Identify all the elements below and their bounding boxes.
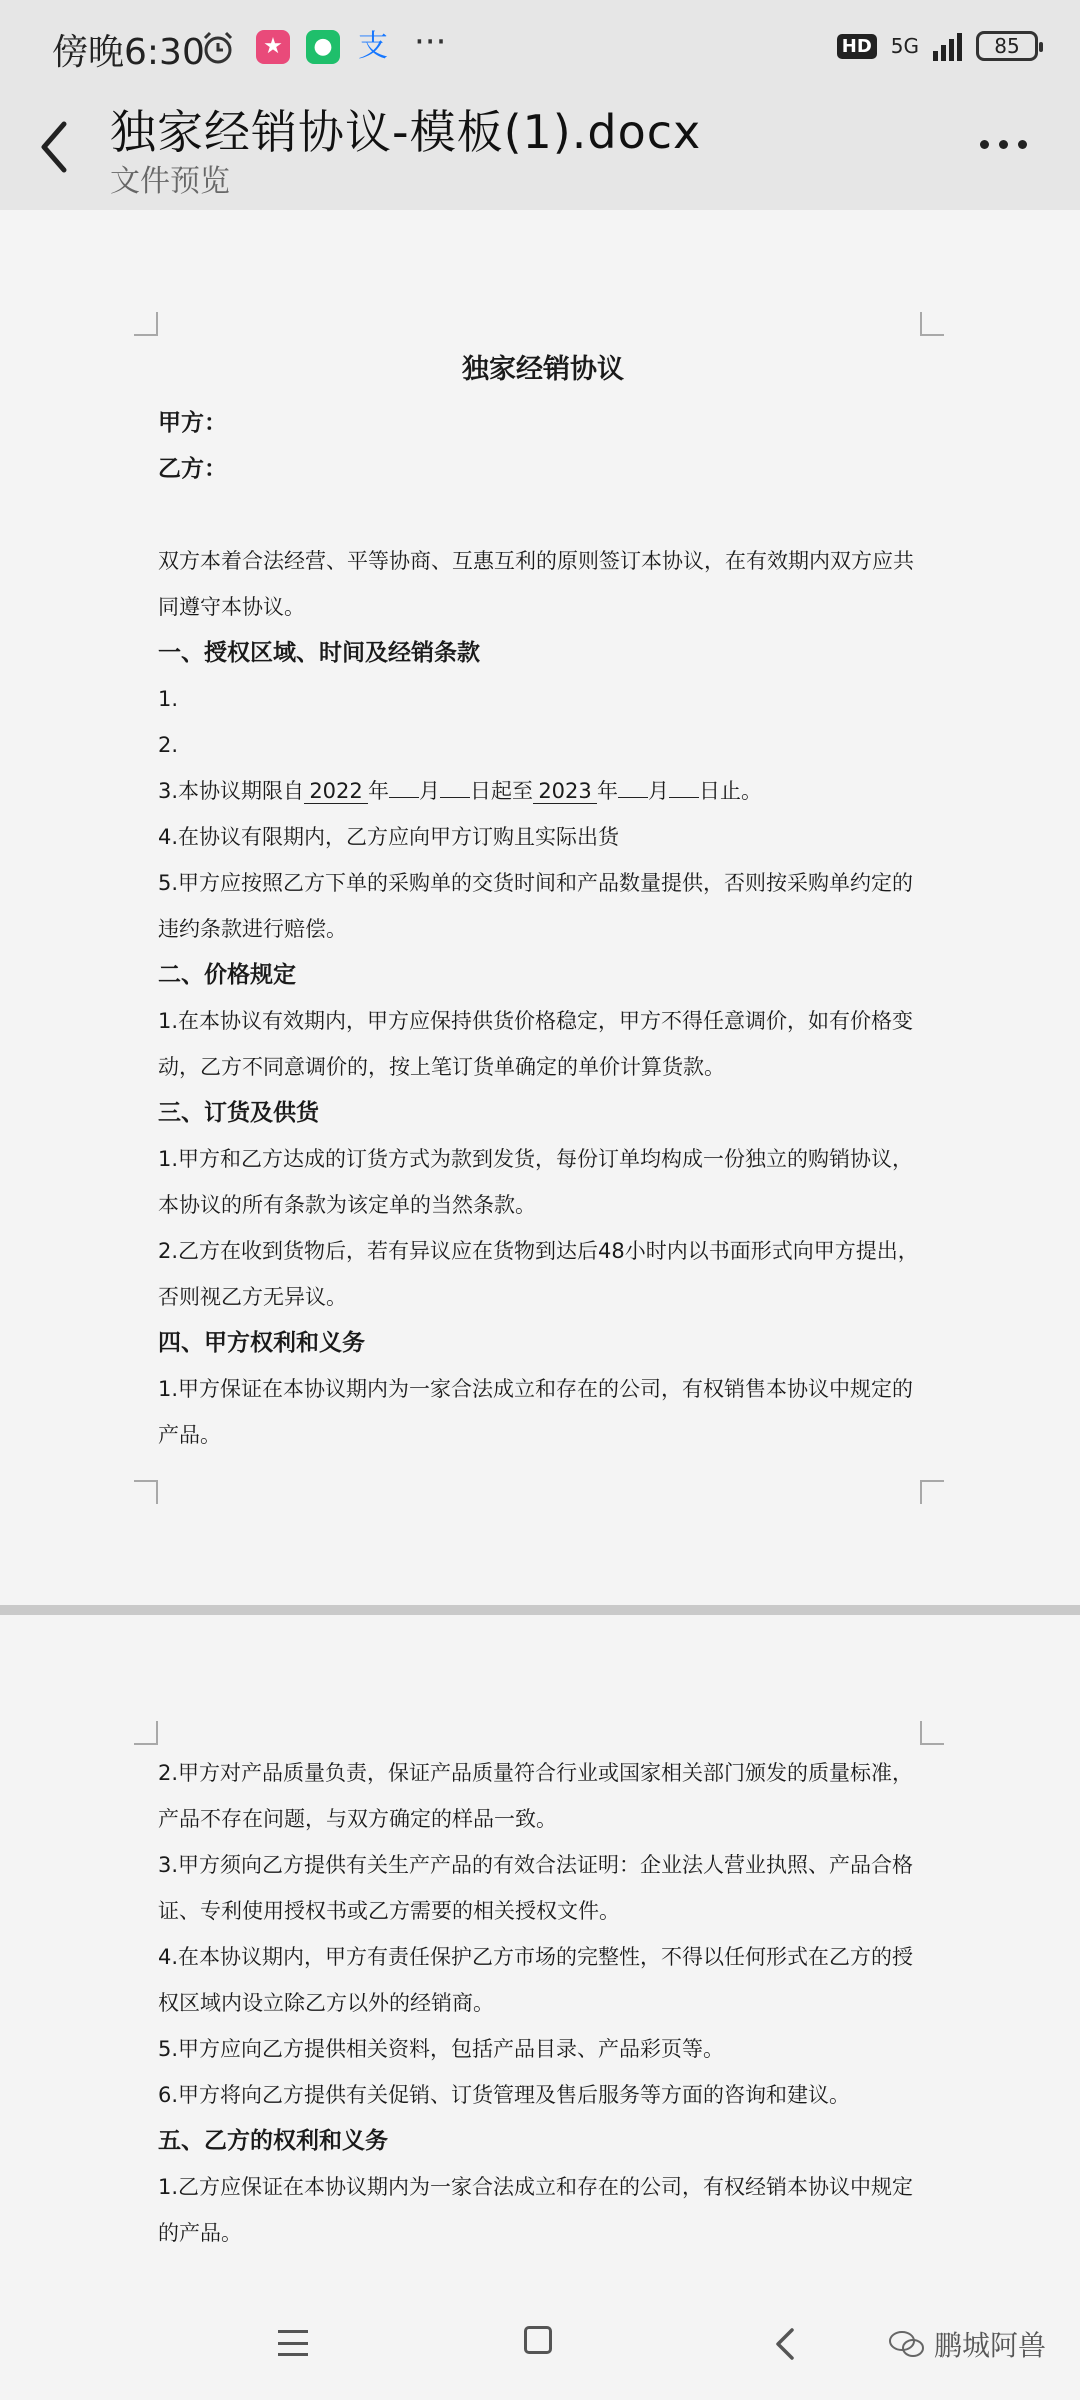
more-options-icon[interactable]: [980, 132, 1040, 156]
paragraph-line: 证、专利使用授权书或乙方需要的相关授权文件。: [158, 1899, 620, 1923]
watermark: [888, 2324, 1046, 2364]
document-page-1[interactable]: [0, 210, 1080, 1605]
party-b-label: 乙方：: [158, 456, 227, 482]
paragraph-line: 1.甲方和乙方达成的订货方式为款到发货，每份订单均构成一份独立的购销协议，: [158, 1147, 914, 1171]
paragraph-line: 权区域内设立除乙方以外的经销商。: [158, 1991, 494, 2015]
page-corner-mark: [134, 1721, 158, 1745]
page-corner-mark: [920, 1480, 944, 1504]
blank-field: [618, 797, 648, 798]
section-heading: 五、乙方的权利和义务: [158, 2128, 388, 2154]
blank-field: [440, 797, 470, 798]
term-text: 3.本协议期限自: [158, 779, 305, 803]
paragraph-line: 双方本着合法经营、平等协商、互惠互利的原则签订本协议，在有效期内双方应共: [158, 549, 914, 573]
blank-field: [669, 797, 699, 798]
app-notification-icon-2: ●: [306, 30, 340, 64]
section-heading: 一、授权区域、时间及经销条款: [158, 640, 480, 666]
paragraph-line: 6.甲方将向乙方提供有关促销、订货管理及售后服务等方面的咨询和建议。: [158, 2083, 851, 2107]
paragraph-line: 违约条款进行赔偿。: [158, 917, 347, 941]
paragraph-line: 1.甲方保证在本协议期内为一家合法成立和存在的公司，有权销售本协议中规定的: [158, 1377, 914, 1401]
start-year: 2022: [304, 779, 368, 804]
file-subtitle: 文件预览: [110, 164, 230, 199]
blank-line: [158, 492, 928, 538]
term-text: 月: [419, 779, 441, 803]
home-icon[interactable]: [524, 2326, 552, 2354]
document-title: 独家经销协议: [462, 354, 624, 385]
wechat-icon: [888, 2329, 926, 2359]
file-title: 独家经销协议-模板(1).docx: [110, 105, 702, 159]
section-heading: 三、订货及供货: [158, 1100, 319, 1126]
back-arrow-icon[interactable]: [30, 112, 80, 182]
blank-field: [389, 797, 419, 798]
more-notifications-icon: ···: [414, 22, 447, 62]
page-corner-mark: [920, 1721, 944, 1745]
document-body-continued: [158, 1750, 928, 2256]
paragraph-line: 2.乙方在收到货物后，若有异议应在货物到达后48小时内以书面形式向甲方提出，: [158, 1239, 919, 1263]
term-text: 月: [648, 779, 670, 803]
term-text: 日止。: [699, 779, 763, 803]
paragraph-line: 的产品。: [158, 2221, 242, 2245]
term-text: 日起至: [470, 779, 534, 803]
paragraph-line: 产品不存在问题，与双方确定的样品一致。: [158, 1807, 557, 1831]
page-corner-mark: [134, 1480, 158, 1504]
watermark-text: 鹏城阿兽: [933, 2329, 1046, 2362]
section-heading: 四、甲方权利和义务: [158, 1330, 365, 1356]
paragraph-line: 本协议的所有条款为该定单的当然条款。: [158, 1193, 536, 1217]
recent-apps-icon[interactable]: [278, 2330, 308, 2356]
paragraph-line: 2.甲方对产品质量负责，保证产品质量符合行业或国家相关部门颁发的质量标准，: [158, 1761, 914, 1785]
app-notification-icon-1: ★: [256, 30, 290, 64]
alipay-icon: 支: [358, 29, 388, 64]
party-a-label: 甲方：: [158, 410, 227, 436]
status-time: 傍晚6:30: [52, 32, 205, 73]
section-heading: 二、价格规定: [158, 962, 296, 988]
paragraph-line: 5.甲方应向乙方提供相关资料，包括产品目录、产品彩页等。: [158, 2037, 725, 2061]
battery-icon: 85: [976, 31, 1038, 61]
paragraph-line: 动，乙方不同意调价的，按上笔订货单确定的单价计算货款。: [158, 1055, 725, 1079]
signal-icon: [933, 31, 962, 61]
paragraph-line: 1.: [158, 687, 179, 711]
paragraph-line: 4.在本协议期内，甲方有责任保护乙方市场的完整性，不得以任何形式在乙方的授: [158, 1945, 914, 1969]
app-bar: [0, 92, 1080, 210]
term-text: 年: [368, 779, 390, 803]
term-text: 年: [597, 779, 619, 803]
paragraph-line: 2.: [158, 733, 179, 757]
alarm-icon: [200, 30, 236, 66]
paragraph-line: 同遵守本协议。: [158, 595, 305, 619]
document-body: [158, 340, 928, 1458]
document-page-2[interactable]: [0, 1615, 1080, 2290]
paragraph-line: 否则视乙方无异议。: [158, 1285, 347, 1309]
term-period-line: [158, 768, 928, 814]
paragraph-line: 5.甲方应按照乙方下单的采购单的交货时间和产品数量提供，否则按采购单约定的: [158, 871, 914, 895]
page-corner-mark: [134, 312, 158, 336]
paragraph-line: 1.乙方应保证在本协议期内为一家合法成立和存在的公司，有权经销本协议中规定: [158, 2175, 914, 2199]
page-corner-mark: [920, 312, 944, 336]
page-separator: [0, 1605, 1080, 1615]
paragraph-line: 3.甲方须向乙方提供有关生产产品的有效合法证明：企业法人营业执照、产品合格: [158, 1853, 914, 1877]
paragraph-line: 4.在协议有限期内，乙方应向甲方订购且实际出货: [158, 825, 620, 849]
end-year: 2023: [533, 779, 597, 804]
network-type: 5G: [890, 34, 919, 58]
status-bar: [0, 0, 1080, 92]
nav-back-icon[interactable]: [770, 2324, 800, 2364]
paragraph-line: 1.在本协议有效期内，甲方应保持供货价格稳定，甲方不得任意调价，如有价格变: [158, 1009, 914, 1033]
system-nav-bar: [0, 2290, 1080, 2400]
paragraph-line: 产品。: [158, 1423, 221, 1447]
hd-badge: HD: [837, 34, 877, 59]
